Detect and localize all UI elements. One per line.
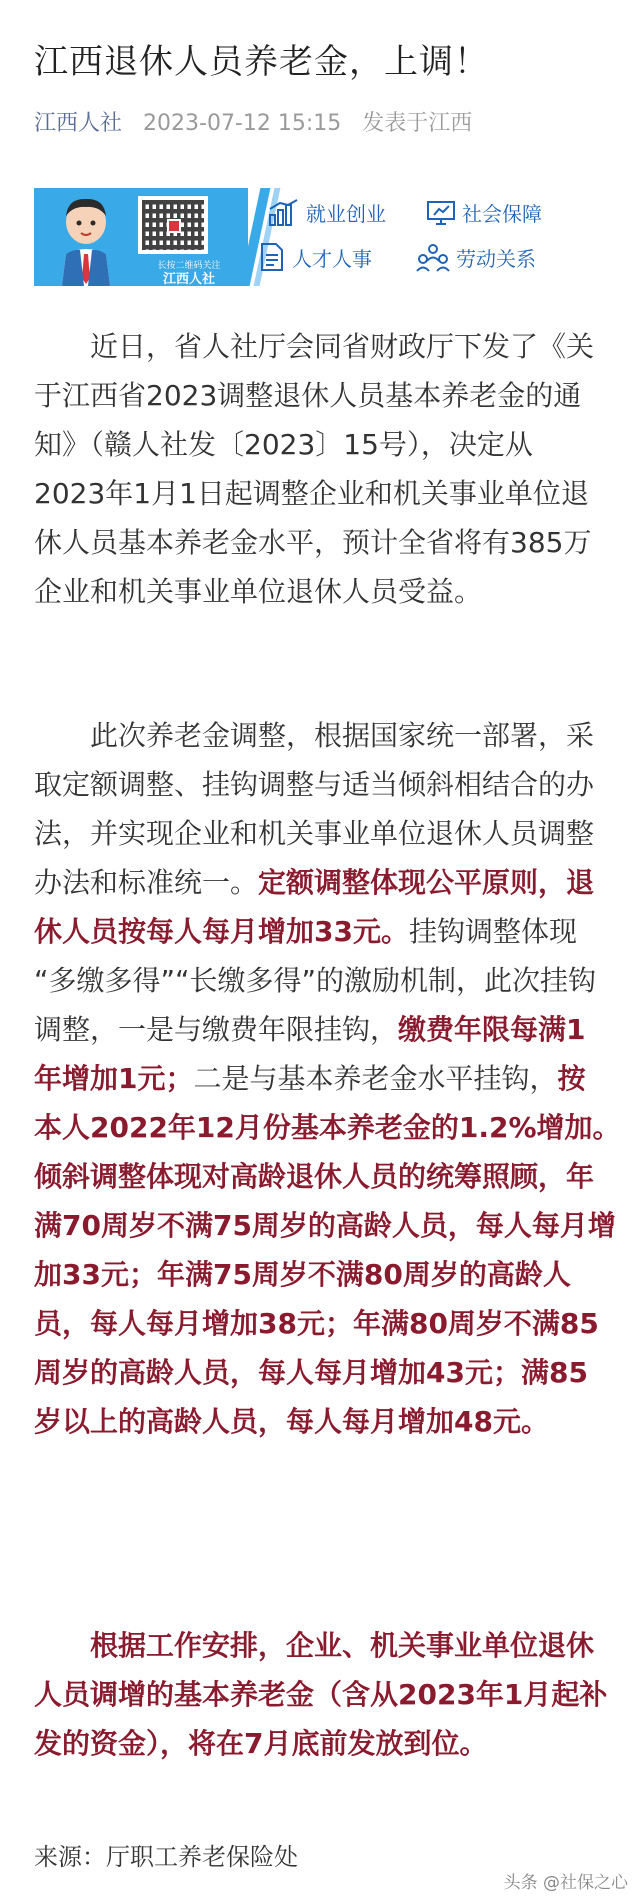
text-line: 企业和机关事业单位退休人员受益。 xyxy=(34,575,483,608)
paragraph-1 xyxy=(34,322,618,616)
highlight-text: 缴费年限每满1 xyxy=(398,1013,586,1046)
paragraph-2 xyxy=(34,711,621,1446)
highlight-line: 根据工作安排，企业、机关事业单位退休 xyxy=(90,1629,595,1662)
mascot-icon xyxy=(44,194,128,286)
text-line: 知》（赣人社发〔2023〕15号），决定从 xyxy=(34,428,533,461)
service-labor-relations xyxy=(416,242,536,272)
highlight-text: 年增加1元； xyxy=(34,1062,194,1095)
service-talent xyxy=(258,242,372,272)
text-line: 此次养老金调整，根据国家统一部署，采 xyxy=(90,719,595,752)
banner-blue-panel xyxy=(34,188,248,286)
watermark: 头条 @社保之心 xyxy=(503,1873,628,1893)
highlight-line: 员，每人每月增加38元；年满80周岁不满85 xyxy=(34,1307,599,1340)
text-line: 2023年1月1日起调整企业和机关事业单位退 xyxy=(34,477,589,510)
qr-code-icon[interactable] xyxy=(138,196,208,254)
text-line: 法，并实现企业和机关事业单位退休人员调整 xyxy=(34,817,595,850)
text-line xyxy=(34,858,618,907)
bar-chart-icon xyxy=(268,199,300,227)
highlight-text: 定额调整体现公平原则，退 xyxy=(258,866,595,899)
text-line: “多缴多得”“长缴多得”的激励机制，此次挂钩 xyxy=(34,964,597,997)
text-line: 取定额调整、挂钩调整与适当倾斜相结合的办 xyxy=(34,768,595,801)
article-meta xyxy=(34,106,472,137)
paragraph-3 xyxy=(34,1621,618,1768)
qr-caption: 长按二维码关注 xyxy=(157,261,221,271)
account-banner xyxy=(34,188,610,286)
highlight-line: 周岁的高龄人员，每人每月增加43元；满85 xyxy=(34,1356,588,1389)
monitor-icon xyxy=(426,199,456,227)
service-label: 就业创业 xyxy=(306,202,386,226)
article-title: 江西退休人员养老金，上调！ xyxy=(34,42,489,82)
highlight-line: 人员调增的基本养老金（含从2023年1月起补 xyxy=(34,1678,608,1711)
highlight-line: 倾斜调整体现对高龄退休人员的统筹照顾，年 xyxy=(34,1160,595,1193)
text-line: 于江西省2023调整退休人员基本养老金的通 xyxy=(34,379,582,412)
text-line: 近日，省人社厅会同省财政厅下发了《关 xyxy=(90,330,595,363)
highlight-line: 发的资金），将在7月底前发放到位。 xyxy=(34,1727,488,1760)
highlight-line: 加33元；年满75周岁不满80周岁的高龄人 xyxy=(34,1258,571,1291)
highlight-line: 岁以上的高龄人员，每人每月增加48元。 xyxy=(34,1405,549,1438)
publish-datetime: 2023-07-12 15:15 xyxy=(143,111,342,136)
document-icon xyxy=(258,242,286,272)
author-link[interactable]: 江西人社 xyxy=(34,111,123,136)
service-label: 人才人事 xyxy=(292,246,372,271)
people-group-icon xyxy=(416,242,450,272)
highlight-line: 本人2022年12月份基本养老金的1.2%增加。 xyxy=(34,1111,621,1144)
text-line xyxy=(34,907,618,956)
text-segment: 调整，一是与缴费年限挂钩， xyxy=(34,1013,399,1046)
highlight-text: 按 xyxy=(557,1062,586,1095)
text-segment: 办法和标准统一。 xyxy=(34,866,259,899)
publish-location: 发表于江西 xyxy=(362,111,473,136)
highlight-line: 满70周岁不满75周岁的高龄人员，每人每月增 xyxy=(34,1209,616,1242)
text-line: 休人员基本养老金水平，预计全省将有385万 xyxy=(34,526,592,559)
article-source: 来源：厅职工养老保险处 xyxy=(34,1843,298,1871)
text-segment: 二是与基本养老金水平挂钩， xyxy=(193,1062,558,1095)
service-label: 社会保障 xyxy=(462,202,542,226)
text-line xyxy=(34,1054,618,1103)
text-line xyxy=(34,1005,618,1054)
highlight-text: 休人员按每人每月增加33元。 xyxy=(34,915,409,948)
banner-account-name: 江西人社 xyxy=(162,272,215,287)
service-social-security xyxy=(426,198,542,227)
service-employment xyxy=(268,198,386,227)
text-segment: 挂钩调整体现 xyxy=(408,915,577,948)
service-label: 劳动关系 xyxy=(456,246,536,271)
